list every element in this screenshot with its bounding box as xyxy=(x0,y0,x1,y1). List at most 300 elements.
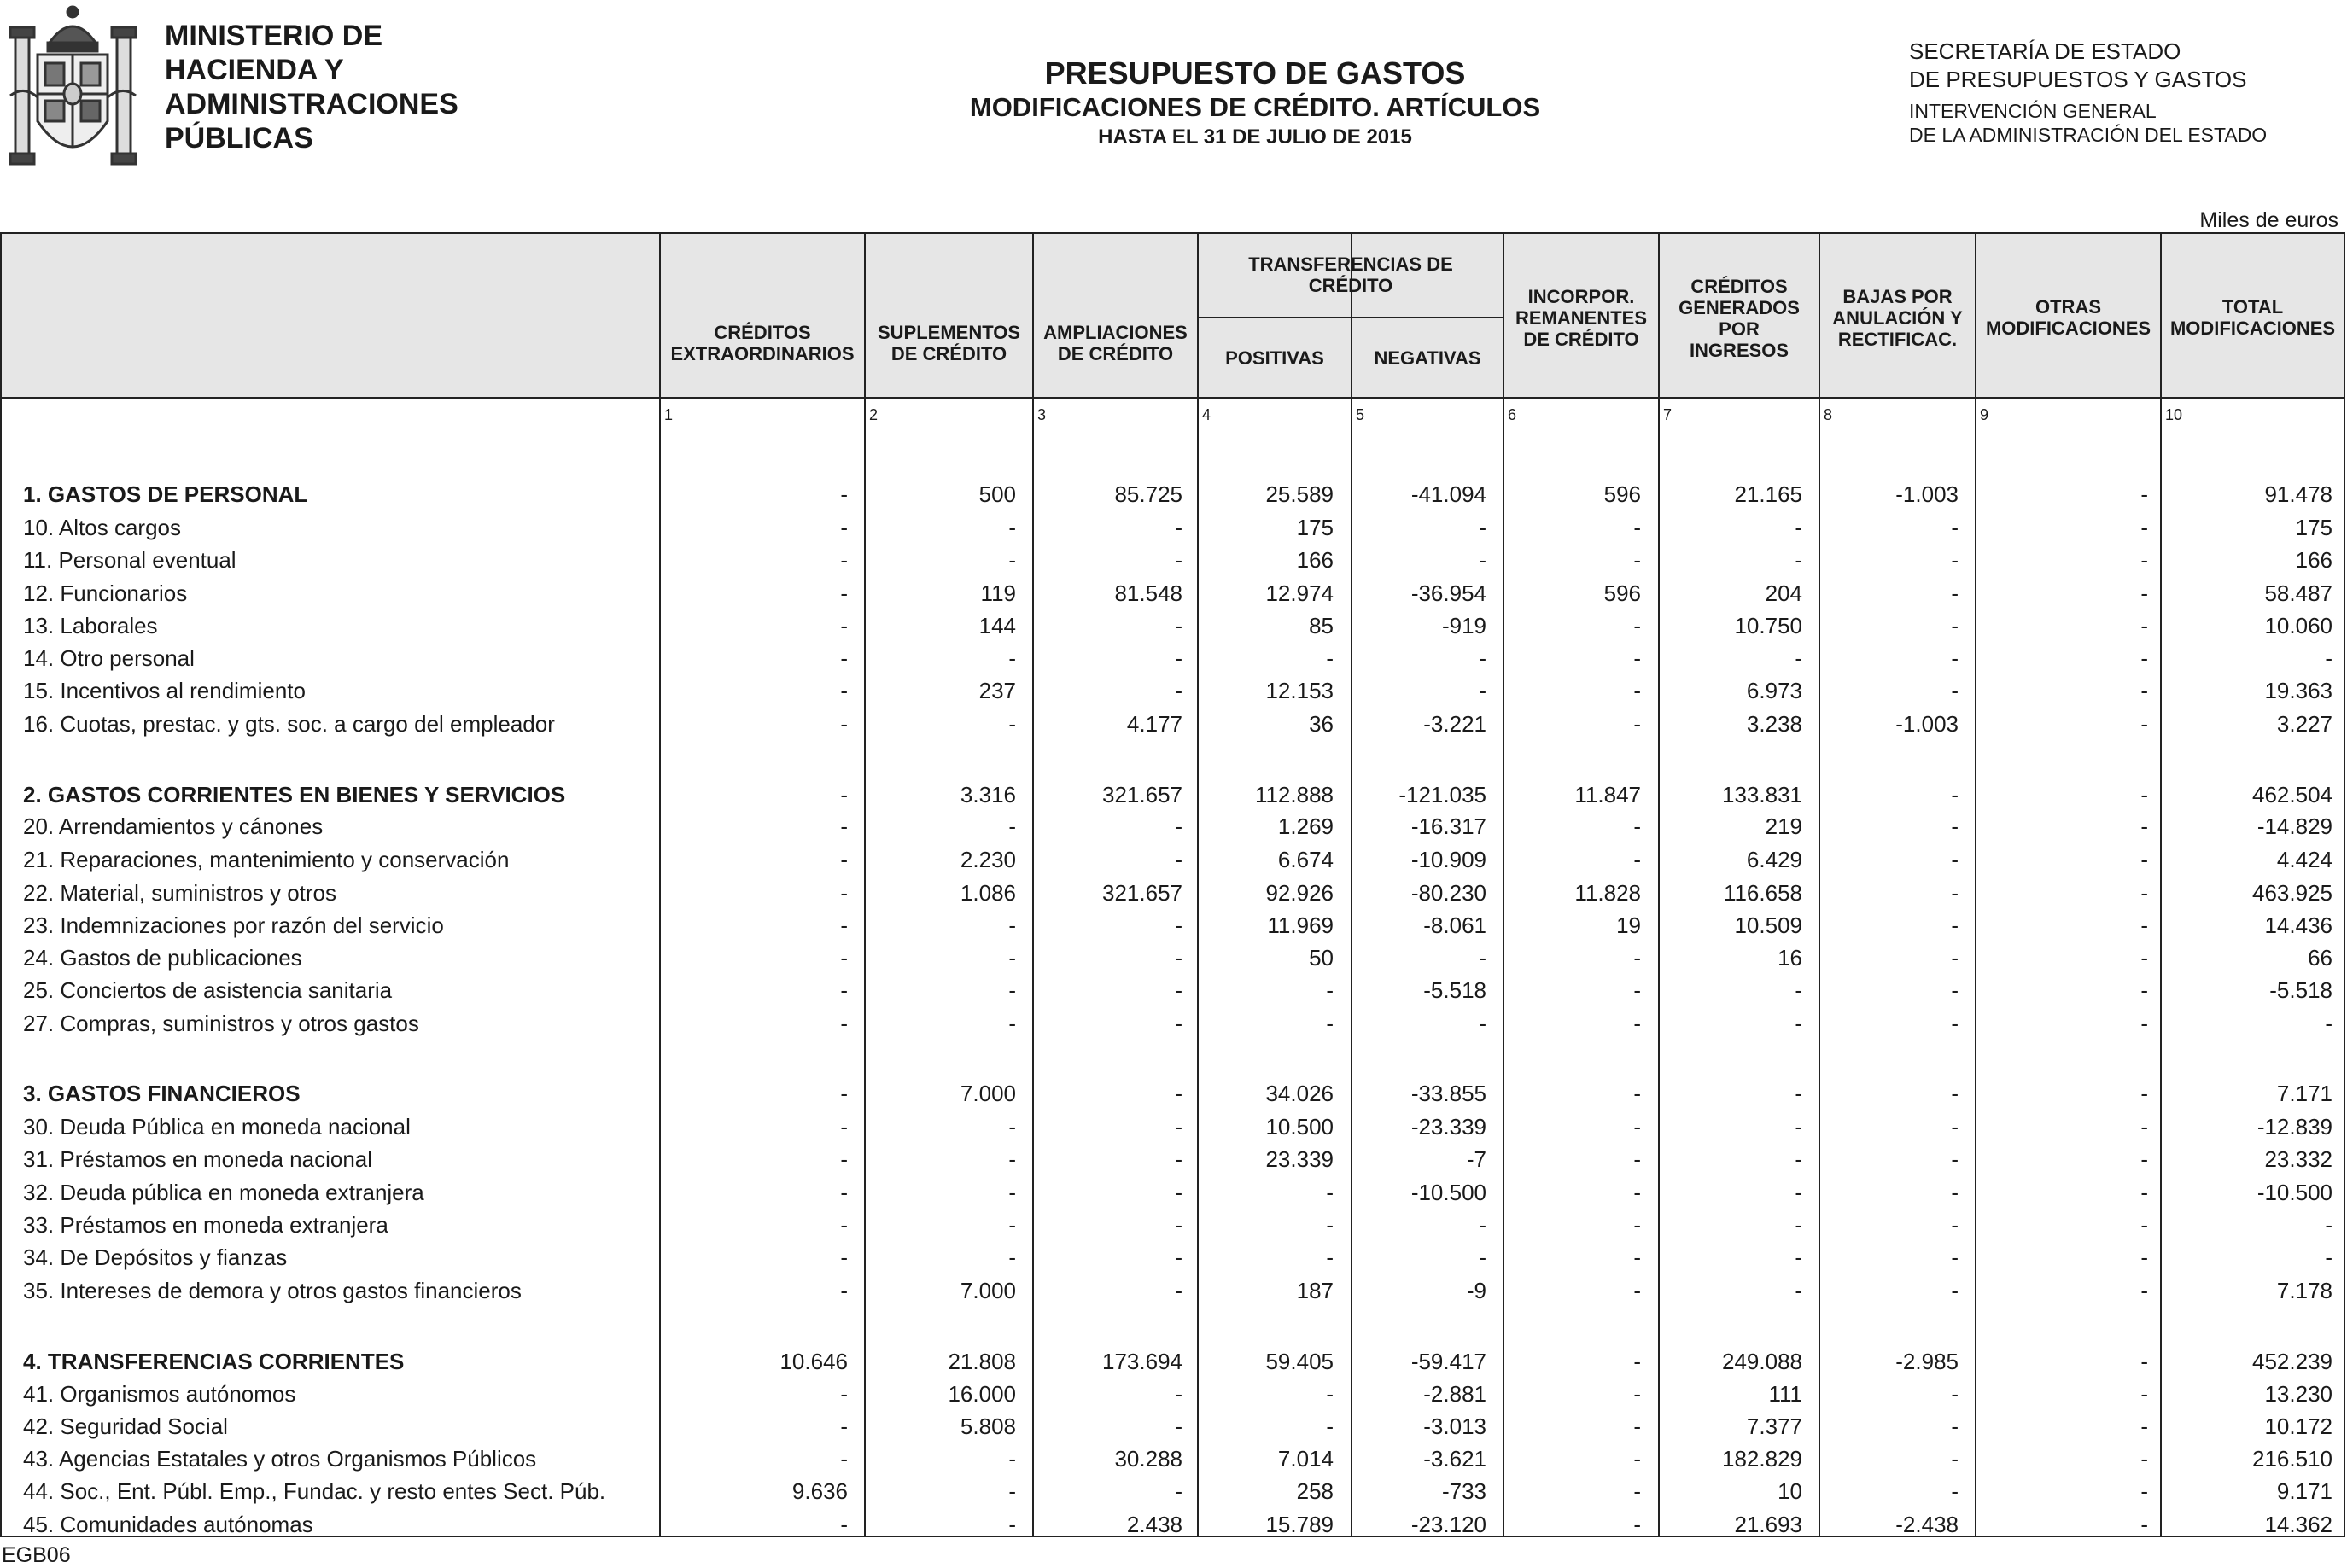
cell-col-3: - xyxy=(1175,1478,1182,1504)
cell-col-10: - xyxy=(2325,645,2332,671)
ministry-name xyxy=(165,19,458,155)
cell-col-7: - xyxy=(1795,1011,1802,1036)
cell-col-2: 237 xyxy=(978,678,1016,703)
cell-col-9: - xyxy=(2140,847,2148,872)
cell-col-7: 6.973 xyxy=(1746,678,1802,703)
cell-col-6: 596 xyxy=(1603,481,1641,507)
table-row xyxy=(0,1110,2345,1143)
cell-col-4: 34.026 xyxy=(1265,1081,1334,1106)
cell-col-9: - xyxy=(2140,678,2148,703)
cell-col-9: - xyxy=(2140,1278,2148,1303)
cell-col-5: -733 xyxy=(1441,1478,1486,1504)
cell-col-10: - xyxy=(2325,1011,2332,1036)
row-label: 13. Laborales xyxy=(23,613,158,638)
cell-col-1: - xyxy=(840,1114,848,1140)
cell-col-2: - xyxy=(1008,1114,1016,1140)
cell-col-6: - xyxy=(1633,547,1641,573)
cell-col-7: - xyxy=(1795,1114,1802,1140)
cell-col-1: - xyxy=(840,711,848,737)
intervencion-line: INTERVENCIÓN GENERAL xyxy=(1909,100,2157,122)
cell-col-5: -5.518 xyxy=(1423,977,1486,1003)
cell-col-4: 12.974 xyxy=(1265,580,1334,606)
cell-col-8: - xyxy=(1951,645,1959,671)
row-label: 16. Cuotas, prestac. y gts. soc. a cargo del empleador xyxy=(23,711,555,737)
cell-col-7: - xyxy=(1795,1212,1802,1238)
cell-col-2: - xyxy=(1008,1180,1016,1205)
cell-col-3: 2.438 xyxy=(1126,1512,1182,1537)
table-row xyxy=(0,511,2345,544)
cell-col-1: - xyxy=(840,1180,848,1205)
intervencion-line: DE LA ADMINISTRACIÓN DEL ESTADO xyxy=(1909,124,2268,146)
col-header-ampliaciones: AMPLIACIONES DE CRÉDITO xyxy=(1043,322,1188,364)
cell-col-7: 219 xyxy=(1765,813,1802,839)
column-number: 4 xyxy=(1202,406,1211,423)
cell-col-8: - xyxy=(1951,1244,1959,1270)
cell-col-2: - xyxy=(1008,1478,1016,1504)
column-number: 3 xyxy=(1037,406,1047,423)
cell-col-4: - xyxy=(1326,1414,1334,1439)
cell-col-8: - xyxy=(1951,847,1959,872)
cell-col-7: - xyxy=(1795,547,1802,573)
cell-col-3: - xyxy=(1175,515,1182,540)
cell-col-3: - xyxy=(1175,847,1182,872)
cell-col-9: - xyxy=(2140,782,2148,807)
cell-col-5: -33.855 xyxy=(1410,1081,1486,1106)
cell-col-7: - xyxy=(1795,515,1802,540)
table-row xyxy=(0,843,2345,876)
cell-col-3: - xyxy=(1175,1414,1182,1439)
cell-col-7: - xyxy=(1795,1081,1802,1106)
cell-col-8: - xyxy=(1951,1180,1959,1205)
cell-col-10: 13.230 xyxy=(2264,1381,2332,1407)
column-number: 5 xyxy=(1356,406,1365,423)
cell-col-5: -121.035 xyxy=(1398,782,1486,807)
table-row xyxy=(0,1508,2345,1541)
cell-col-2: 500 xyxy=(978,481,1016,507)
cell-col-10: 7.171 xyxy=(2276,1081,2332,1106)
document-code: EGB06 xyxy=(2,1543,71,1567)
cell-col-2: 3.316 xyxy=(960,782,1016,807)
row-label: 15. Incentivos al rendimiento xyxy=(23,678,306,703)
cell-col-3: - xyxy=(1175,912,1182,938)
cell-col-6: 11.847 xyxy=(1574,782,1641,807)
cell-col-6: - xyxy=(1633,515,1641,540)
cell-col-8: - xyxy=(1951,1114,1959,1140)
cell-col-4: 7.014 xyxy=(1277,1446,1334,1472)
cell-col-3: - xyxy=(1175,1212,1182,1238)
cell-col-6: - xyxy=(1633,645,1641,671)
report-titles xyxy=(768,55,1742,151)
cell-col-7: 3.238 xyxy=(1746,711,1802,737)
table-row xyxy=(0,1475,2345,1507)
cell-col-1: - xyxy=(840,613,848,638)
row-label: 43. Agencias Estatales y otros Organismos Públicos xyxy=(23,1446,537,1472)
column-number: 6 xyxy=(1508,406,1517,423)
cell-col-8: -1.003 xyxy=(1895,481,1959,507)
cell-col-1: - xyxy=(840,481,848,507)
cell-col-4: 23.339 xyxy=(1265,1146,1334,1172)
cell-col-4: 175 xyxy=(1296,515,1334,540)
cell-col-6: - xyxy=(1633,1114,1641,1140)
cell-col-7: 133.831 xyxy=(1722,782,1802,807)
cell-col-8: - xyxy=(1951,1478,1959,1504)
cell-col-3: 321.657 xyxy=(1102,880,1182,906)
header-divider xyxy=(0,397,2345,399)
cell-col-1: - xyxy=(840,547,848,573)
column-number: 1 xyxy=(664,406,674,423)
cell-col-6: - xyxy=(1633,678,1641,703)
row-label: 34. De Depósitos y fianzas xyxy=(23,1244,288,1270)
cell-col-2: 16.000 xyxy=(948,1381,1016,1407)
column-number: 7 xyxy=(1663,406,1673,423)
cell-col-2: 7.000 xyxy=(960,1278,1016,1303)
cell-col-7: - xyxy=(1795,1146,1802,1172)
col-header-negativas: NEGATIVAS xyxy=(1374,347,1481,369)
cell-col-7: - xyxy=(1795,1244,1802,1270)
col-header-bajas: BAJAS POR ANULACIÓN Y RECTIFICAC. xyxy=(1832,285,1963,350)
cell-col-2: - xyxy=(1008,1146,1016,1172)
cell-col-9: - xyxy=(2140,547,2148,573)
cell-col-10: 462.504 xyxy=(2252,782,2332,807)
cell-col-1: - xyxy=(840,1381,848,1407)
cell-col-3: - xyxy=(1175,945,1182,971)
cell-col-2: 1.086 xyxy=(960,880,1016,906)
col-header-creditos-extraordinarios: CRÉDITOS EXTRAORDINARIOS xyxy=(670,322,855,364)
cell-col-6: - xyxy=(1633,1278,1641,1303)
cell-col-2: 144 xyxy=(978,613,1016,638)
cell-col-2: - xyxy=(1008,1446,1016,1472)
cell-col-9: - xyxy=(2140,580,2148,606)
cell-col-3: - xyxy=(1175,547,1182,573)
cell-col-9: - xyxy=(2140,912,2148,938)
cell-col-6: - xyxy=(1633,1212,1641,1238)
table-row xyxy=(0,1378,2345,1410)
cell-col-6: - xyxy=(1633,813,1641,839)
cell-col-5: -10.909 xyxy=(1410,847,1486,872)
row-label: 44. Soc., Ent. Públ. Emp., Fundac. y resto entes Sect. Púb. xyxy=(23,1478,606,1504)
table-row xyxy=(0,1241,2345,1274)
cell-col-5: - xyxy=(1479,547,1486,573)
row-label: 31. Préstamos en moneda nacional xyxy=(23,1146,373,1172)
col-header-generados: CRÉDITOS GENERADOS POR INGRESOS xyxy=(1679,276,1800,361)
cell-col-10: 166 xyxy=(2295,547,2332,573)
cell-col-4: 258 xyxy=(1296,1478,1334,1504)
row-label: 20. Arrendamientos y cánones xyxy=(23,813,324,839)
cell-col-6: - xyxy=(1633,613,1641,638)
row-label: 21. Reparaciones, mantenimiento y conservación xyxy=(23,847,510,872)
row-label: 2. GASTOS CORRIENTES EN BIENES Y SERVICIOS xyxy=(23,782,566,807)
cell-col-3: - xyxy=(1175,1244,1182,1270)
cell-col-8: - xyxy=(1951,912,1959,938)
cell-col-5: -2.881 xyxy=(1423,1381,1486,1407)
cell-col-9: - xyxy=(2140,945,2148,971)
cell-col-1: 10.646 xyxy=(779,1349,848,1374)
cell-col-3: - xyxy=(1175,1081,1182,1106)
ministry-line: ADMINISTRACIONES xyxy=(165,88,458,120)
cell-col-9: - xyxy=(2140,1146,2148,1172)
cell-col-4: - xyxy=(1326,645,1334,671)
cell-col-7: 10 xyxy=(1778,1478,1802,1504)
cell-col-1: - xyxy=(840,945,848,971)
table-row xyxy=(0,1209,2345,1241)
cell-col-1: - xyxy=(840,645,848,671)
cell-col-8: -2.985 xyxy=(1895,1349,1959,1374)
cell-col-6: 596 xyxy=(1603,580,1641,606)
cell-col-9: - xyxy=(2140,515,2148,540)
cell-col-6: - xyxy=(1633,1180,1641,1205)
cell-col-7: 21.165 xyxy=(1734,481,1802,507)
units-label: Miles de euros xyxy=(2199,208,2338,232)
cell-col-5: - xyxy=(1479,1244,1486,1270)
cell-col-1: - xyxy=(840,1278,848,1303)
cell-col-10: 175 xyxy=(2295,515,2332,540)
cell-col-8: - xyxy=(1951,813,1959,839)
ministry-line: PÚBLICAS xyxy=(165,122,313,154)
cell-col-2: - xyxy=(1008,711,1016,737)
col-header-positivas: POSITIVAS xyxy=(1225,347,1324,369)
table-section-row xyxy=(0,478,2345,510)
cell-col-9: - xyxy=(2140,1212,2148,1238)
cell-col-9: - xyxy=(2140,1381,2148,1407)
cell-col-4: - xyxy=(1326,1244,1334,1270)
table-row xyxy=(0,577,2345,609)
cell-col-6: - xyxy=(1633,1446,1641,1472)
table-row xyxy=(0,1443,2345,1475)
cell-col-8: - xyxy=(1951,1414,1959,1439)
cell-col-4: 187 xyxy=(1296,1278,1334,1303)
cell-col-8: - xyxy=(1951,1278,1959,1303)
cell-col-6: 19 xyxy=(1616,912,1641,938)
cell-col-2: - xyxy=(1008,1212,1016,1238)
cell-col-4: 1.269 xyxy=(1277,813,1334,839)
budget-table xyxy=(0,232,2345,1537)
report-subtitle: MODIFICACIONES DE CRÉDITO. ARTÍCULOS xyxy=(969,92,1541,122)
cell-col-4: 15.789 xyxy=(1265,1512,1334,1537)
cell-col-5: -36.954 xyxy=(1410,580,1486,606)
col-header-total: TOTAL MODIFICACIONES xyxy=(2169,296,2336,339)
cell-col-9: - xyxy=(2140,1414,2148,1439)
cell-col-4: - xyxy=(1326,1011,1334,1036)
cell-col-6: - xyxy=(1633,1478,1641,1504)
row-label: 14. Otro personal xyxy=(23,645,195,671)
cell-col-8: - xyxy=(1951,613,1959,638)
cell-col-4: 12.153 xyxy=(1265,678,1334,703)
cell-col-1: - xyxy=(840,782,848,807)
cell-col-5: - xyxy=(1479,1212,1486,1238)
column-number: 2 xyxy=(869,406,879,423)
table-row xyxy=(0,642,2345,674)
coat-of-arms-logo xyxy=(7,2,139,171)
cell-col-10: 91.478 xyxy=(2264,481,2332,507)
cell-col-8: - xyxy=(1951,515,1959,540)
cell-col-7: 111 xyxy=(1768,1381,1802,1407)
cell-col-5: -41.094 xyxy=(1410,481,1486,507)
cell-col-9: - xyxy=(2140,1114,2148,1140)
cell-col-10: - xyxy=(2325,1244,2332,1270)
cell-col-2: - xyxy=(1008,945,1016,971)
cell-col-1: - xyxy=(840,1212,848,1238)
row-label: 22. Material, suministros y otros xyxy=(23,880,337,906)
cell-col-8: - xyxy=(1951,580,1959,606)
table-border-top xyxy=(0,232,2345,234)
cell-col-6: 11.828 xyxy=(1574,880,1641,906)
cell-col-2: - xyxy=(1008,1244,1016,1270)
cell-col-9: - xyxy=(2140,1512,2148,1537)
row-label: 27. Compras, suministros y otros gastos xyxy=(23,1011,419,1036)
cell-col-3: 30.288 xyxy=(1114,1446,1182,1472)
row-label: 25. Conciertos de asistencia sanitaria xyxy=(23,977,393,1003)
cell-col-10: -14.829 xyxy=(2257,813,2332,839)
cell-col-1: - xyxy=(840,515,848,540)
cell-col-9: - xyxy=(2140,613,2148,638)
cell-col-4: - xyxy=(1326,977,1334,1003)
table-row xyxy=(0,1007,2345,1040)
cell-col-7: 6.429 xyxy=(1746,847,1802,872)
cell-col-6: - xyxy=(1633,1381,1641,1407)
cell-col-2: 5.808 xyxy=(960,1414,1016,1439)
cell-col-8: - xyxy=(1951,782,1959,807)
table-row xyxy=(0,544,2345,576)
cell-col-1: - xyxy=(840,1011,848,1036)
row-label: 42. Seguridad Social xyxy=(23,1414,228,1439)
cell-col-5: - xyxy=(1479,945,1486,971)
cell-col-7: - xyxy=(1795,977,1802,1003)
cell-col-10: - xyxy=(2325,1212,2332,1238)
cell-col-1: - xyxy=(840,847,848,872)
secretaria-block xyxy=(1909,38,2267,147)
col-header-otras: OTRAS MODIFICACIONES xyxy=(1985,296,2151,339)
row-label: 32. Deuda pública en moneda extranjera xyxy=(23,1180,424,1205)
cell-col-3: - xyxy=(1175,678,1182,703)
cell-col-7: - xyxy=(1795,645,1802,671)
cell-col-1: - xyxy=(840,1244,848,1270)
report-date: HASTA EL 31 DE JULIO DE 2015 xyxy=(1098,125,1412,149)
cell-col-5: -10.500 xyxy=(1410,1180,1486,1205)
cell-col-8: - xyxy=(1951,678,1959,703)
cell-col-5: -7 xyxy=(1466,1146,1486,1172)
cell-col-5: - xyxy=(1479,645,1486,671)
cell-col-7: 21.693 xyxy=(1734,1512,1802,1537)
cell-col-7: 204 xyxy=(1765,580,1802,606)
cell-col-1: - xyxy=(840,977,848,1003)
cell-col-8: - xyxy=(1951,1081,1959,1106)
cell-col-3: - xyxy=(1175,813,1182,839)
cell-col-9: - xyxy=(2140,1011,2148,1036)
cell-col-5: -919 xyxy=(1441,613,1486,638)
cell-col-10: 19.363 xyxy=(2264,678,2332,703)
table-row xyxy=(0,877,2345,909)
cell-col-10: 452.239 xyxy=(2252,1349,2332,1374)
cell-col-9: - xyxy=(2140,977,2148,1003)
cell-col-7: 7.377 xyxy=(1746,1414,1802,1439)
cell-col-10: 463.925 xyxy=(2252,880,2332,906)
cell-col-3: - xyxy=(1175,1114,1182,1140)
ministry-line: MINISTERIO DE xyxy=(165,20,383,52)
table-row xyxy=(0,609,2345,642)
cell-col-1: - xyxy=(840,580,848,606)
cell-col-8: - xyxy=(1951,547,1959,573)
cell-col-2: 7.000 xyxy=(960,1081,1016,1106)
cell-col-7: - xyxy=(1795,1180,1802,1205)
cell-col-4: 11.969 xyxy=(1267,912,1334,938)
cell-col-4: 25.589 xyxy=(1265,481,1334,507)
table-row xyxy=(0,708,2345,740)
cell-col-3: - xyxy=(1175,1180,1182,1205)
cell-col-1: - xyxy=(840,1446,848,1472)
cell-col-5: -23.120 xyxy=(1410,1512,1486,1537)
cell-col-4: 112.888 xyxy=(1254,782,1334,807)
cell-col-9: - xyxy=(2140,880,2148,906)
cell-col-7: 10.750 xyxy=(1734,613,1802,638)
cell-col-10: -10.500 xyxy=(2257,1180,2332,1205)
cell-col-3: - xyxy=(1175,977,1182,1003)
row-label: 23. Indemnizaciones por razón del servicio xyxy=(23,912,444,938)
cell-col-1: - xyxy=(840,1146,848,1172)
cell-col-3: - xyxy=(1175,1381,1182,1407)
table-row xyxy=(0,1410,2345,1443)
cell-col-1: - xyxy=(840,1081,848,1106)
cell-col-3: 81.548 xyxy=(1114,580,1182,606)
cell-col-10: 14.362 xyxy=(2264,1512,2332,1537)
cell-col-3: - xyxy=(1175,613,1182,638)
cell-col-8: - xyxy=(1951,977,1959,1003)
cell-col-7: 16 xyxy=(1778,945,1802,971)
cell-col-9: - xyxy=(2140,1446,2148,1472)
row-label: 11. Personal eventual xyxy=(23,547,236,573)
cell-col-4: 59.405 xyxy=(1265,1349,1334,1374)
cell-col-2: - xyxy=(1008,515,1016,540)
cell-col-2: 119 xyxy=(980,580,1016,606)
cell-col-7: 182.829 xyxy=(1722,1446,1802,1472)
table-section-row xyxy=(0,778,2345,811)
cell-col-2: - xyxy=(1008,912,1016,938)
cell-col-4: - xyxy=(1326,1180,1334,1205)
row-label: 35. Intereses de demora y otros gastos financieros xyxy=(23,1278,522,1303)
cell-col-4: 92.926 xyxy=(1265,880,1334,906)
cell-col-5: -8.061 xyxy=(1423,912,1486,938)
cell-col-5: -80.230 xyxy=(1410,880,1486,906)
cell-col-8: - xyxy=(1951,1146,1959,1172)
cell-col-10: 66 xyxy=(2308,945,2332,971)
cell-col-7: 249.088 xyxy=(1722,1349,1802,1374)
cell-col-1: - xyxy=(840,813,848,839)
cell-col-1: 9.636 xyxy=(791,1478,848,1504)
cell-col-3: 4.177 xyxy=(1126,711,1182,737)
row-label: 41. Organismos autónomos xyxy=(23,1381,296,1407)
cell-col-5: - xyxy=(1479,678,1486,703)
cell-col-6: - xyxy=(1633,711,1641,737)
table-row xyxy=(0,1143,2345,1175)
row-label: 33. Préstamos en moneda extranjera xyxy=(23,1212,388,1238)
cell-col-10: -5.518 xyxy=(2269,977,2332,1003)
cell-col-10: 216.510 xyxy=(2252,1446,2332,1472)
cell-col-10: 10.060 xyxy=(2264,613,2332,638)
cell-col-10: -12.839 xyxy=(2257,1114,2332,1140)
cell-col-1: - xyxy=(840,678,848,703)
ministry-line: HACIENDA Y xyxy=(165,54,344,86)
cell-col-1: - xyxy=(840,880,848,906)
cell-col-4: 50 xyxy=(1309,945,1334,971)
secretaria-line: DE PRESUPUESTOS Y GASTOS xyxy=(1909,67,2247,92)
cell-col-1: - xyxy=(840,912,848,938)
cell-col-9: - xyxy=(2140,1349,2148,1374)
cell-col-5: - xyxy=(1479,1011,1486,1036)
cell-col-2: 21.808 xyxy=(948,1349,1016,1374)
cell-col-6: - xyxy=(1633,977,1641,1003)
table-row xyxy=(0,674,2345,707)
cell-col-8: - xyxy=(1951,945,1959,971)
cell-col-10: 14.436 xyxy=(2264,912,2332,938)
